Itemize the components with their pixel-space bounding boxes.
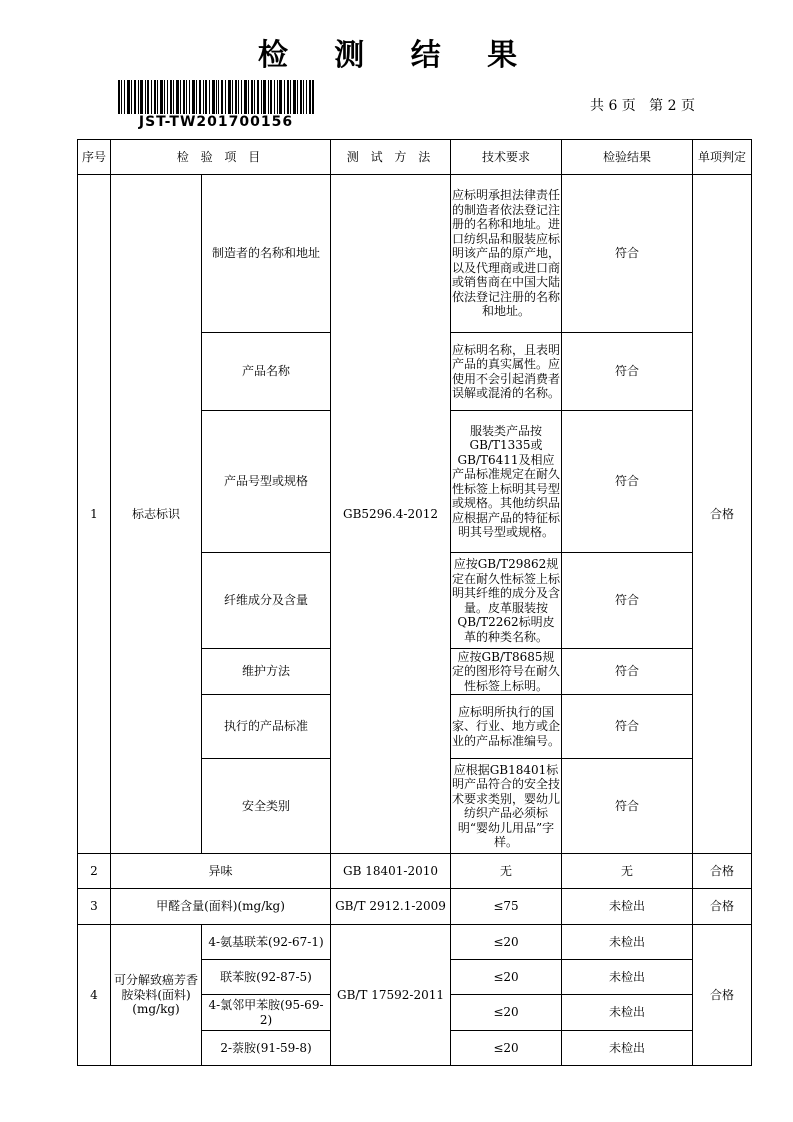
table-row xyxy=(78,925,752,960)
sub-item: 2-萘胺(91-59-8) xyxy=(202,1031,331,1066)
result-value: 符合 xyxy=(562,553,693,649)
row-judgement: 合格 xyxy=(693,889,752,925)
sub-item: 维护方法 xyxy=(202,649,331,695)
result-value: 符合 xyxy=(562,333,693,411)
sub-item: 4-氨基联苯(92-67-1) xyxy=(202,925,331,960)
requirement-text: ≤20 xyxy=(451,960,562,995)
row-judgement: 合格 xyxy=(693,854,752,889)
requirement-text: 服装类产品按GB/T1335或GB/T6411及相应产品标准规定在耐久性标签上标明其号型或规格。其他纺织品应根据产品的特征标明其号型或规格。 xyxy=(451,411,562,553)
result-value: 未检出 xyxy=(562,960,693,995)
table-row xyxy=(78,889,752,925)
row-method: GB/T 2912.1-2009 xyxy=(331,889,451,925)
sub-item: 产品名称 xyxy=(202,333,331,411)
requirement-text: 应按GB/T8685规定的图形符号在耐久性标签上标明。 xyxy=(452,649,561,693)
result-value: 符合 xyxy=(562,695,693,759)
row-method: GB 18401-2010 xyxy=(331,854,451,889)
result-value: 未检出 xyxy=(562,925,693,960)
report-number: JST-TW201700156 xyxy=(138,114,294,130)
requirement-text: 应标明承担法律责任的制造者依法登记注册的名称和地址。进口纺织品和服装应标明该产品的原产地，以及代理商或进口商或销售商在中国大陆依法登记注册的名称和地址。 xyxy=(451,175,562,333)
requirement-text: 应标明所执行的国家、行业、地方或企业的产品标准编号。 xyxy=(451,695,562,759)
result-value: 未检出 xyxy=(562,995,693,1031)
header-judgement: 单项判定 xyxy=(693,140,752,175)
result-value: 未检出 xyxy=(562,1031,693,1066)
row-no: 4 xyxy=(78,925,111,1066)
header-result: 检验结果 xyxy=(562,140,693,175)
row-item: 异味 xyxy=(111,854,331,889)
sub-item: 安全类别 xyxy=(202,759,331,854)
requirement-text: ≤20 xyxy=(451,1031,562,1066)
sub-item: 制造者的名称和地址 xyxy=(202,175,331,333)
result-value: 符合 xyxy=(562,175,693,333)
requirement-text: 应按GB/T29862规定在耐久性标签上标明其纤维的成分及含量。皮革服装按QB/T2262标明皮革的种类名称。 xyxy=(451,553,562,649)
header-method: 测 试 方 法 xyxy=(331,140,451,175)
sub-item: 执行的产品标准 xyxy=(202,695,331,759)
requirement-text: 无 xyxy=(451,854,562,889)
page-title: 检 测 结 果 xyxy=(257,38,536,73)
sub-item: 4-氯邻甲苯胺(95-69-2) xyxy=(202,995,331,1031)
sub-item: 联苯胺(92-87-5) xyxy=(202,960,331,995)
results-table xyxy=(77,139,752,1066)
row-judgement: 合格 xyxy=(693,925,752,1066)
requirement-text: ≤20 xyxy=(451,925,562,960)
header-requirement: 技术要求 xyxy=(451,140,562,175)
result-value: 符合 xyxy=(562,649,693,695)
sub-item: 产品号型或规格 xyxy=(202,411,331,553)
row-no: 3 xyxy=(78,889,111,925)
page-counter: 共 6 页 第 2 页 xyxy=(590,98,695,114)
header-no: 序号 xyxy=(78,140,111,175)
table-row xyxy=(78,854,752,889)
row-category: 标志标识 xyxy=(111,175,202,854)
row-no: 1 xyxy=(78,175,111,854)
header-item: 检 验 项 目 xyxy=(111,140,331,175)
requirement-text: ≤75 xyxy=(451,889,562,925)
requirement-text: ≤20 xyxy=(451,995,562,1031)
table-row xyxy=(78,175,752,333)
result-value: 符合 xyxy=(562,759,693,854)
row-category: 可分解致癌芳香胺染料(面料)(mg/kg) xyxy=(111,925,202,1066)
row-method: GB5296.4-2012 xyxy=(331,175,451,854)
result-value: 未检出 xyxy=(562,889,693,925)
header-row xyxy=(78,140,752,175)
sub-item: 纤维成分及含量 xyxy=(202,553,331,649)
result-value: 无 xyxy=(562,854,693,889)
row-item: 甲醛含量(面料)(mg/kg) xyxy=(111,889,331,925)
barcode xyxy=(118,80,314,114)
requirement-text: 应根据GB18401标明产品符合的安全技术要求类别，婴幼儿纺织产品必须标明“婴幼儿用品”字样。 xyxy=(451,759,562,854)
row-no: 2 xyxy=(78,854,111,889)
requirement-text: 应标明名称，且表明产品的真实属性。应使用不会引起消费者误解或混淆的名称。 xyxy=(451,333,562,411)
result-value: 符合 xyxy=(562,411,693,553)
row-judgement: 合格 xyxy=(693,175,752,854)
row-method: GB/T 17592-2011 xyxy=(331,925,451,1066)
